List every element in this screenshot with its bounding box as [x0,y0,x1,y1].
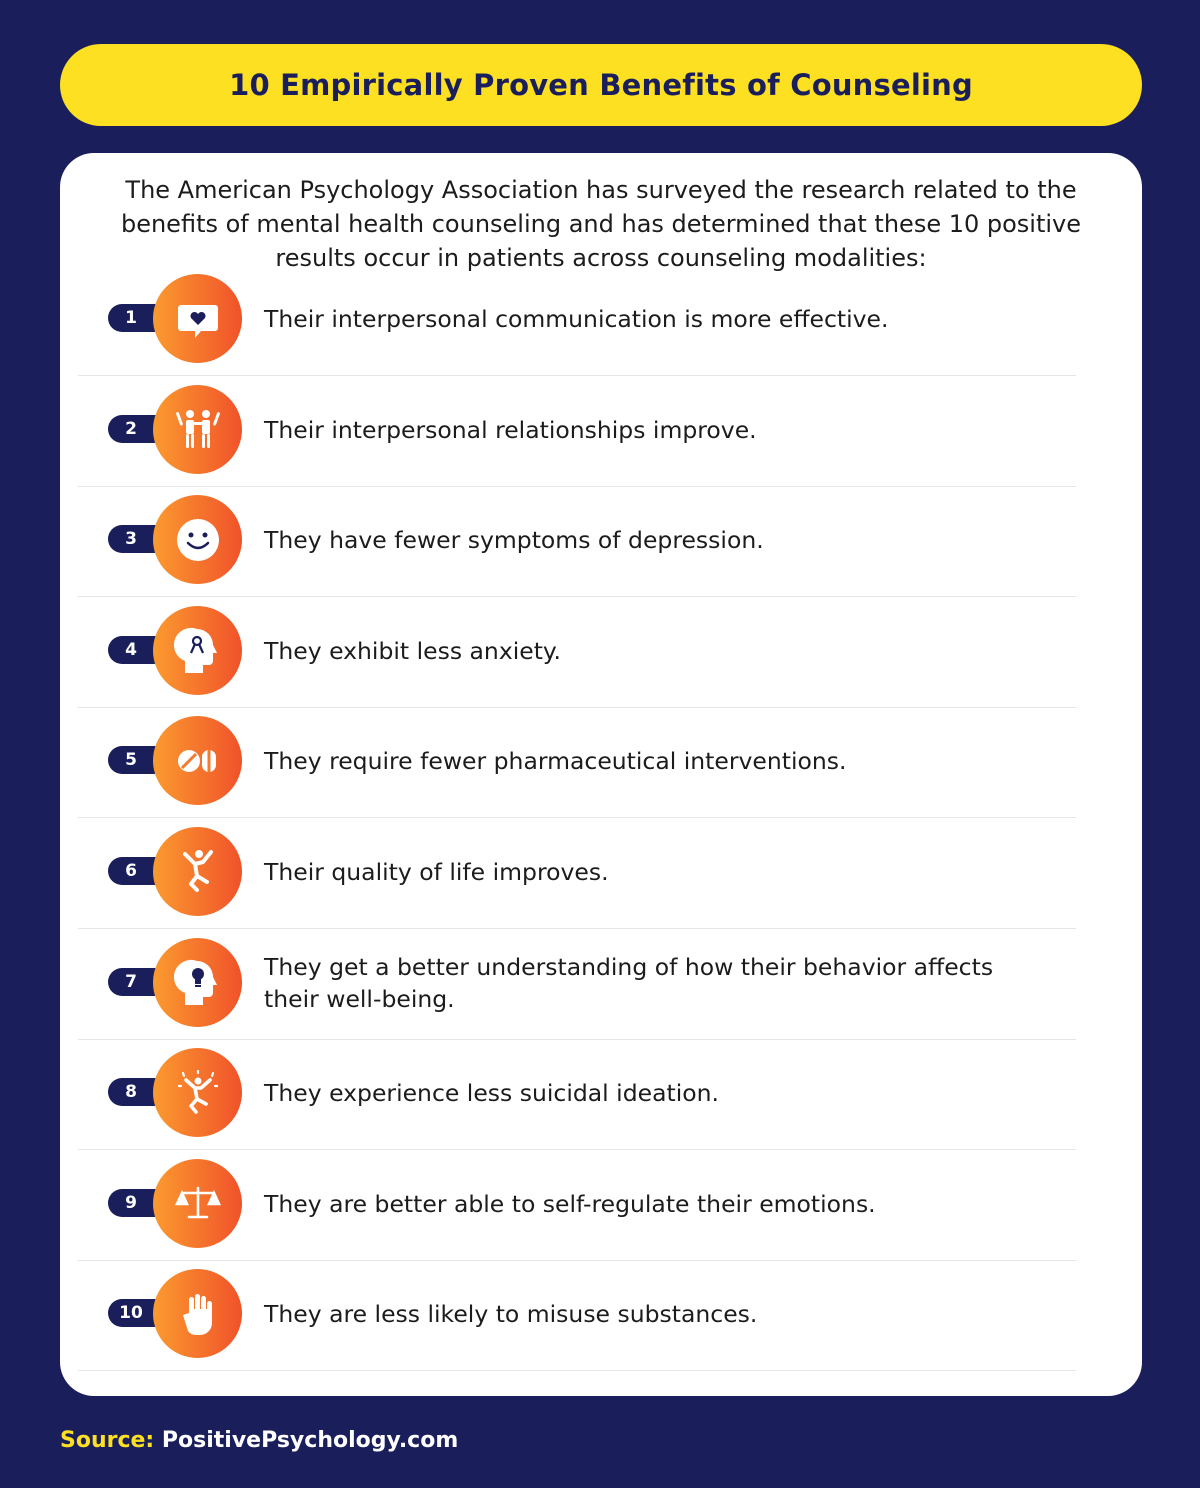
divider [78,707,1076,708]
speech-bubble-heart-icon [173,294,223,344]
divider [78,1149,1076,1150]
divider [78,596,1076,597]
stop-hand-icon [173,1289,223,1339]
list-item [60,1160,1142,1271]
icon-badge [153,1048,242,1137]
divider [78,1370,1076,1371]
benefits-list [60,275,1142,1381]
number-badge: 3 [108,525,188,553]
celebrating-person-icon [173,1068,223,1118]
number-badge: 2 [108,415,188,443]
number-badge: 10 [108,1299,188,1327]
divider [78,375,1076,376]
icon-badge [153,1269,242,1358]
item-text: Their interpersonal relationships improve. [264,415,757,444]
title-banner [60,44,1142,126]
number-badge: 7 [108,968,188,996]
intro-paragraph: The American Psychology Association has surveyed the research related to the benefits of mental health counseling and has determined that these 10 positive results occur in patients across counseling modalities: [120,176,1082,272]
list-item [60,1049,1142,1160]
source-label: Source: [60,1428,155,1453]
list-item [60,607,1142,718]
list-item [60,939,1142,1050]
jumping-person-icon [173,846,223,896]
item-text: They get a better understanding of how their behavior affects their well-being. [264,952,994,1013]
number-badge: 9 [108,1189,188,1217]
people-jumping-icon [173,404,223,454]
page-title: 10 Empirically Proven Benefits of Counseling [229,68,973,102]
divider [78,1039,1076,1040]
icon-badge [153,827,242,916]
source-credit [60,1428,458,1453]
icon-badge [153,385,242,474]
item-text: They are less likely to misuse substances. [264,1300,758,1329]
icon-badge [153,1159,242,1248]
content-card [60,153,1142,1396]
number-badge: 1 [108,304,188,332]
number-badge: 4 [108,636,188,664]
divider [78,817,1076,818]
number-badge: 5 [108,746,188,774]
item-text: They experience less suicidal ideation. [264,1079,719,1108]
list-item [60,1270,1142,1381]
list-item [60,828,1142,939]
item-text: They are better able to self-regulate their emotions. [264,1189,876,1218]
item-text: They exhibit less anxiety. [264,636,561,665]
icon-badge [153,938,242,1027]
source-link: PositivePsychology.com [161,1428,459,1453]
list-item [60,275,1142,386]
icon-badge [153,716,242,805]
item-text: They have fewer symptoms of depression. [264,526,764,555]
pills-icon [173,736,223,786]
divider [78,486,1076,487]
head-lightbulb-icon [173,957,223,1007]
divider [78,928,1076,929]
icon-badge [153,274,242,363]
item-text: Their interpersonal communication is more effective. [264,305,889,333]
icon-badge [153,606,242,695]
divider [78,1260,1076,1261]
list-item [60,386,1142,497]
item-text: Their quality of life improves. [264,857,609,886]
list-item [60,717,1142,828]
balance-scale-icon [173,1178,223,1228]
head-ribbon-icon [173,625,223,675]
smiley-face-icon [173,515,223,565]
number-badge: 6 [108,857,188,885]
list-item [60,496,1142,607]
item-text: They require fewer pharmaceutical interventions. [264,747,847,776]
number-badge: 8 [108,1078,188,1106]
icon-badge [153,495,242,584]
